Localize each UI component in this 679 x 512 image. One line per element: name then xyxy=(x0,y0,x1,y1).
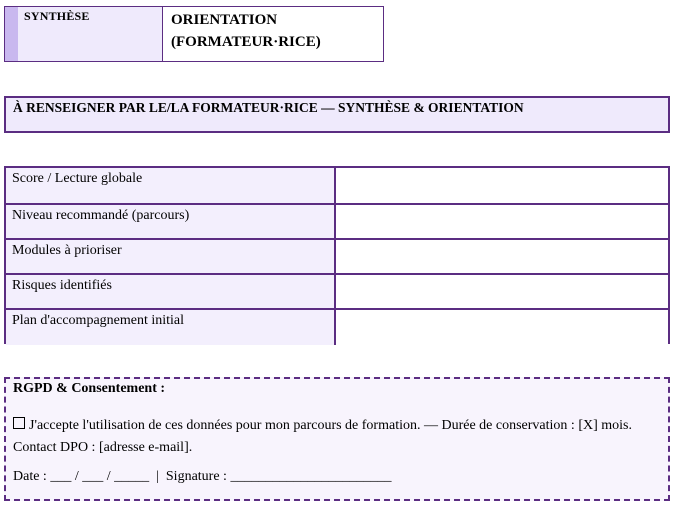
header-title-line1: ORIENTATION xyxy=(171,12,278,28)
table-row-label-cell xyxy=(6,168,336,203)
date-signature-line: Date : ___ / ___ / _____ | Signature : _______________________ xyxy=(13,469,392,484)
table-row-label: Modules à prioriser xyxy=(12,243,122,258)
table-row-value-field[interactable] xyxy=(336,240,668,275)
table-row xyxy=(6,238,668,275)
header-left-label: SYNTHÈSE xyxy=(24,9,90,23)
header-synthese-cell xyxy=(18,6,163,62)
synthesis-table xyxy=(4,166,670,344)
table-row-label-cell xyxy=(6,310,336,345)
section-banner xyxy=(4,96,670,133)
checkbox-icon[interactable] xyxy=(13,417,25,429)
table-row-label: Niveau recommandé (parcours) xyxy=(12,208,190,223)
rgpd-consent-box xyxy=(4,377,670,501)
header-title-line2: (FORMATEUR·RICE) xyxy=(171,34,321,50)
rgpd-title: RGPD & Consentement : xyxy=(13,381,166,396)
table-row-label-cell xyxy=(6,205,336,240)
table-row-label-cell xyxy=(6,240,336,275)
table-row-value-field[interactable] xyxy=(336,205,668,240)
table-row xyxy=(6,168,668,203)
table-row xyxy=(6,203,668,240)
section-banner-title: À RENSEIGNER PAR LE/LA FORMATEUR·RICE — SYNTHÈSE & ORIENTATION xyxy=(13,100,524,115)
table-row-value-field[interactable] xyxy=(336,168,668,203)
table-row-label: Score / Lecture globale xyxy=(12,171,143,186)
table-row-label: Risques identifiés xyxy=(12,278,112,293)
consent-text: J'accepte l'utilisation de ces données pour mon parcours de formation. — Durée de conservation : [X] mois. Contact DPO : [adresse e-mail]. xyxy=(13,418,632,455)
table-row xyxy=(6,308,668,345)
table-row xyxy=(6,273,668,310)
table-row-value-field[interactable] xyxy=(336,310,668,345)
header-orientation-cell xyxy=(162,6,384,62)
table-row-label: Plan d'accompagnement initial xyxy=(12,313,185,328)
table-row-label-cell xyxy=(6,275,336,310)
header-accent-bar xyxy=(4,6,19,62)
consent-statement xyxy=(13,415,663,459)
table-row-value-field[interactable] xyxy=(336,275,668,310)
